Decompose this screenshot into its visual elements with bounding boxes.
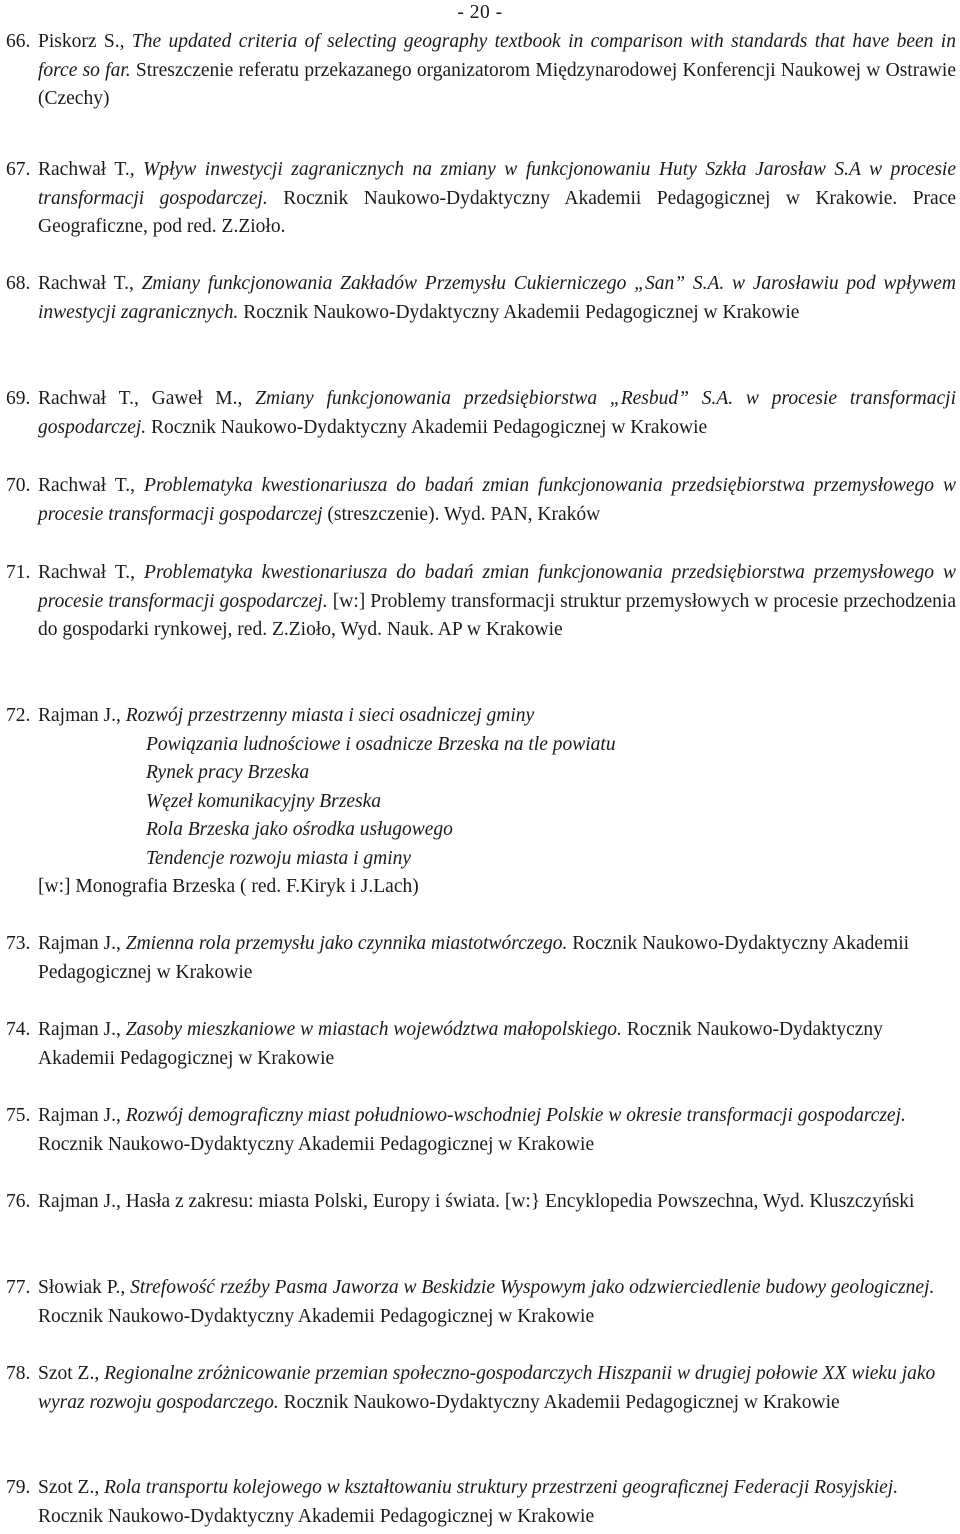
entry-number: 75. [6, 1105, 31, 1126]
entry-author: Słowiak P., [38, 1277, 126, 1298]
bibliography-entry-75 [6, 1102, 956, 1159]
entry-publication: [w:] Monografia Brzeska ( red. F.Kiryk i J.Lach) [38, 876, 419, 897]
entry-number: 77. [6, 1277, 31, 1298]
entry-author: Szot Z., [38, 1477, 100, 1498]
entry-publication: Rocznik Naukowo-Dydaktyczny Akademii Pedagogicznej w Krakowie [38, 1305, 595, 1327]
entry-title: Rozwój demograficzny miast południowo-wschodniej Polskie w okresie transformacji gospodarczej. [125, 1105, 906, 1126]
bibliography-entry-74 [6, 1016, 956, 1073]
bibliography-entry-66 [6, 28, 956, 114]
bibliography-entry-77 [6, 1274, 956, 1331]
entry-title: Rozwój przestrzenny miasta i sieci osadniczej gminy [125, 705, 535, 726]
entry-author: Szot Z., [38, 1363, 100, 1384]
entry-title: Wpływ inwestycji zagranicznych na zmiany w funkcjonowaniu Huty Szkła Jarosław S.A w procesie transformacji gospodarczej. [38, 159, 956, 209]
bibliography-entry-72 [6, 702, 956, 902]
entry-title: The updated criteria of selecting geography textbook in comparison with standards that have been in force so far. [38, 31, 956, 81]
entry-number: 78. [6, 1363, 31, 1384]
entry-title: Zmiany funkcjonowania przedsiębiorstwa „Resbud” S.A. w procesie transformacji gospodarczej. [38, 388, 956, 438]
entry-author: Rachwał T., [38, 159, 135, 180]
entry-title: Strefowość rzeźby Pasma Jaworza w Beskidzie Wyspowym jako odzwierciedlenie budowy geologicznej. [130, 1277, 935, 1298]
entry-publication: Streszczenie referatu przekazanego organizatorom Międzynarodowej Konferencji Naukowej w Ostrawie (Czechy) [38, 59, 957, 109]
entry-publication: Hasła z zakresu: miasta Polski, Europy i świata. [w:} Encyklopedia Powszechna, Wyd. Kluszczyński [125, 1191, 915, 1212]
entry-publication: (streszczenie). Wyd. PAN, Kraków [327, 503, 601, 525]
entry-chapter: Rynek pracy Brzeska [146, 762, 310, 783]
entry-number: 70. [6, 475, 31, 496]
bibliography-entry-67 [6, 156, 956, 242]
bibliography-entry-70 [6, 472, 956, 529]
bibliography-entry-68 [6, 270, 956, 327]
entry-title: Problematyka kwestionariusza do badań zmian funkcjonowania przedsiębiorstwa przemysłowego w procesie transformacji gospodarczej. [38, 562, 957, 612]
entry-author: Rajman J., [38, 1191, 121, 1212]
entry-number: 67. [6, 159, 31, 180]
entry-title: Regionalne zróżnicowanie przemian społeczno-gospodarczych Hiszpanii w drugiej połowie XX wieku jako wyraz rozwoju gospodarczego. [38, 1363, 936, 1413]
entry-publication: Rocznik Naukowo-Dydaktyczny Akademii Pedagogicznej w Krakowie. Prace Geograficzne, pod red. Z.Zioło. [38, 187, 957, 237]
entry-number: 66. [6, 31, 31, 52]
entry-chapter: Węzeł komunikacyjny Brzeska [146, 790, 381, 812]
entry-number: 74. [6, 1019, 31, 1040]
entry-title: Problematyka kwestionariusza do badań zmian funkcjonowania przedsiębiorstwa przemysłowego w procesie transformacji gospodarczej [38, 475, 957, 525]
entry-author: Rachwał T., [38, 475, 136, 496]
entry-title: Zasoby mieszkaniowe w miastach województwa małopolskiego. [125, 1019, 622, 1040]
entry-publication: Rocznik Naukowo-Dydaktyczny Akademii Pedagogicznej w Krakowie [151, 416, 708, 438]
entry-author: Rajman J., [38, 705, 121, 726]
entry-publication: Rocznik Naukowo-Dydaktyczny Akademii Pedagogicznej w Krakowie [38, 1019, 883, 1069]
bibliography-entry-76 [6, 1188, 956, 1217]
entry-author: Rachwał T., [38, 562, 136, 583]
bibliography-entry-69 [6, 385, 956, 442]
entry-chapter: Powiązania ludnościowe i osadnicze Brzeska na tle powiatu [146, 733, 616, 755]
entry-author: Rajman J., [38, 1105, 121, 1126]
bibliography-entry-78 [6, 1360, 956, 1417]
entry-publication: Rocznik Naukowo-Dydaktyczny Akademii Pedagogicznej w Krakowie [38, 933, 910, 983]
entry-author: Rachwał T., [38, 273, 134, 294]
bibliography-entry-73 [6, 930, 956, 987]
entry-author: Rajman J., [38, 1019, 121, 1040]
entry-publication: Rocznik Naukowo-Dydaktyczny Akademii Pedagogicznej w Krakowie [38, 1505, 595, 1527]
bibliography-entry-71 [6, 559, 956, 645]
entry-publication: Rocznik Naukowo-Dydaktyczny Akademii Pedagogicznej w Krakowie [283, 1391, 840, 1413]
entry-title: Zmienna rola przemysłu jako czynnika miastotwórczego. [125, 933, 568, 954]
entry-number: 73. [6, 933, 31, 954]
entry-number: 72. [6, 705, 31, 726]
entry-chapter-list [38, 731, 956, 874]
entry-number: 69. [6, 388, 31, 409]
entry-title: Rola transportu kolejowego w kształtowaniu struktury przestrzeni geograficznej Federacji Rosyjskiej. [104, 1477, 899, 1498]
entry-chapter: Rola Brzeska jako ośrodka usługowego [146, 819, 453, 840]
entry-number: 71. [6, 562, 31, 583]
entry-title: Zmiany funkcjonowania Zakładów Przemysłu Cukierniczego „San” S.A. w Jarosławiu pod wpływem inwestycji zagranicznych. [38, 273, 956, 323]
entry-publication: Rocznik Naukowo-Dydaktyczny Akademii Pedagogicznej w Krakowie [38, 1133, 595, 1155]
entry-author: Rachwał T., Gaweł M., [38, 388, 243, 409]
page-number: - 20 - [457, 2, 503, 23]
entry-publication: Rocznik Naukowo-Dydaktyczny Akademii Pedagogicznej w Krakowie [243, 301, 800, 323]
entry-number: 76. [6, 1191, 31, 1212]
entry-author: Rajman J., [38, 933, 121, 954]
entry-chapter: Tendencje rozwoju miasta i gminy [146, 847, 412, 869]
entry-publication: [w:] Problemy transformacji struktur przemysłowych w procesie przechodzenia do gospodarki rynkowej, red. Z.Zioło, Wyd. Nauk. AP w Krakowie [38, 590, 956, 640]
entry-author: Piskorz S., [38, 31, 125, 52]
entry-number: 68. [6, 273, 31, 294]
entry-number: 79. [6, 1477, 31, 1498]
bibliography-entry-79 [6, 1474, 956, 1531]
